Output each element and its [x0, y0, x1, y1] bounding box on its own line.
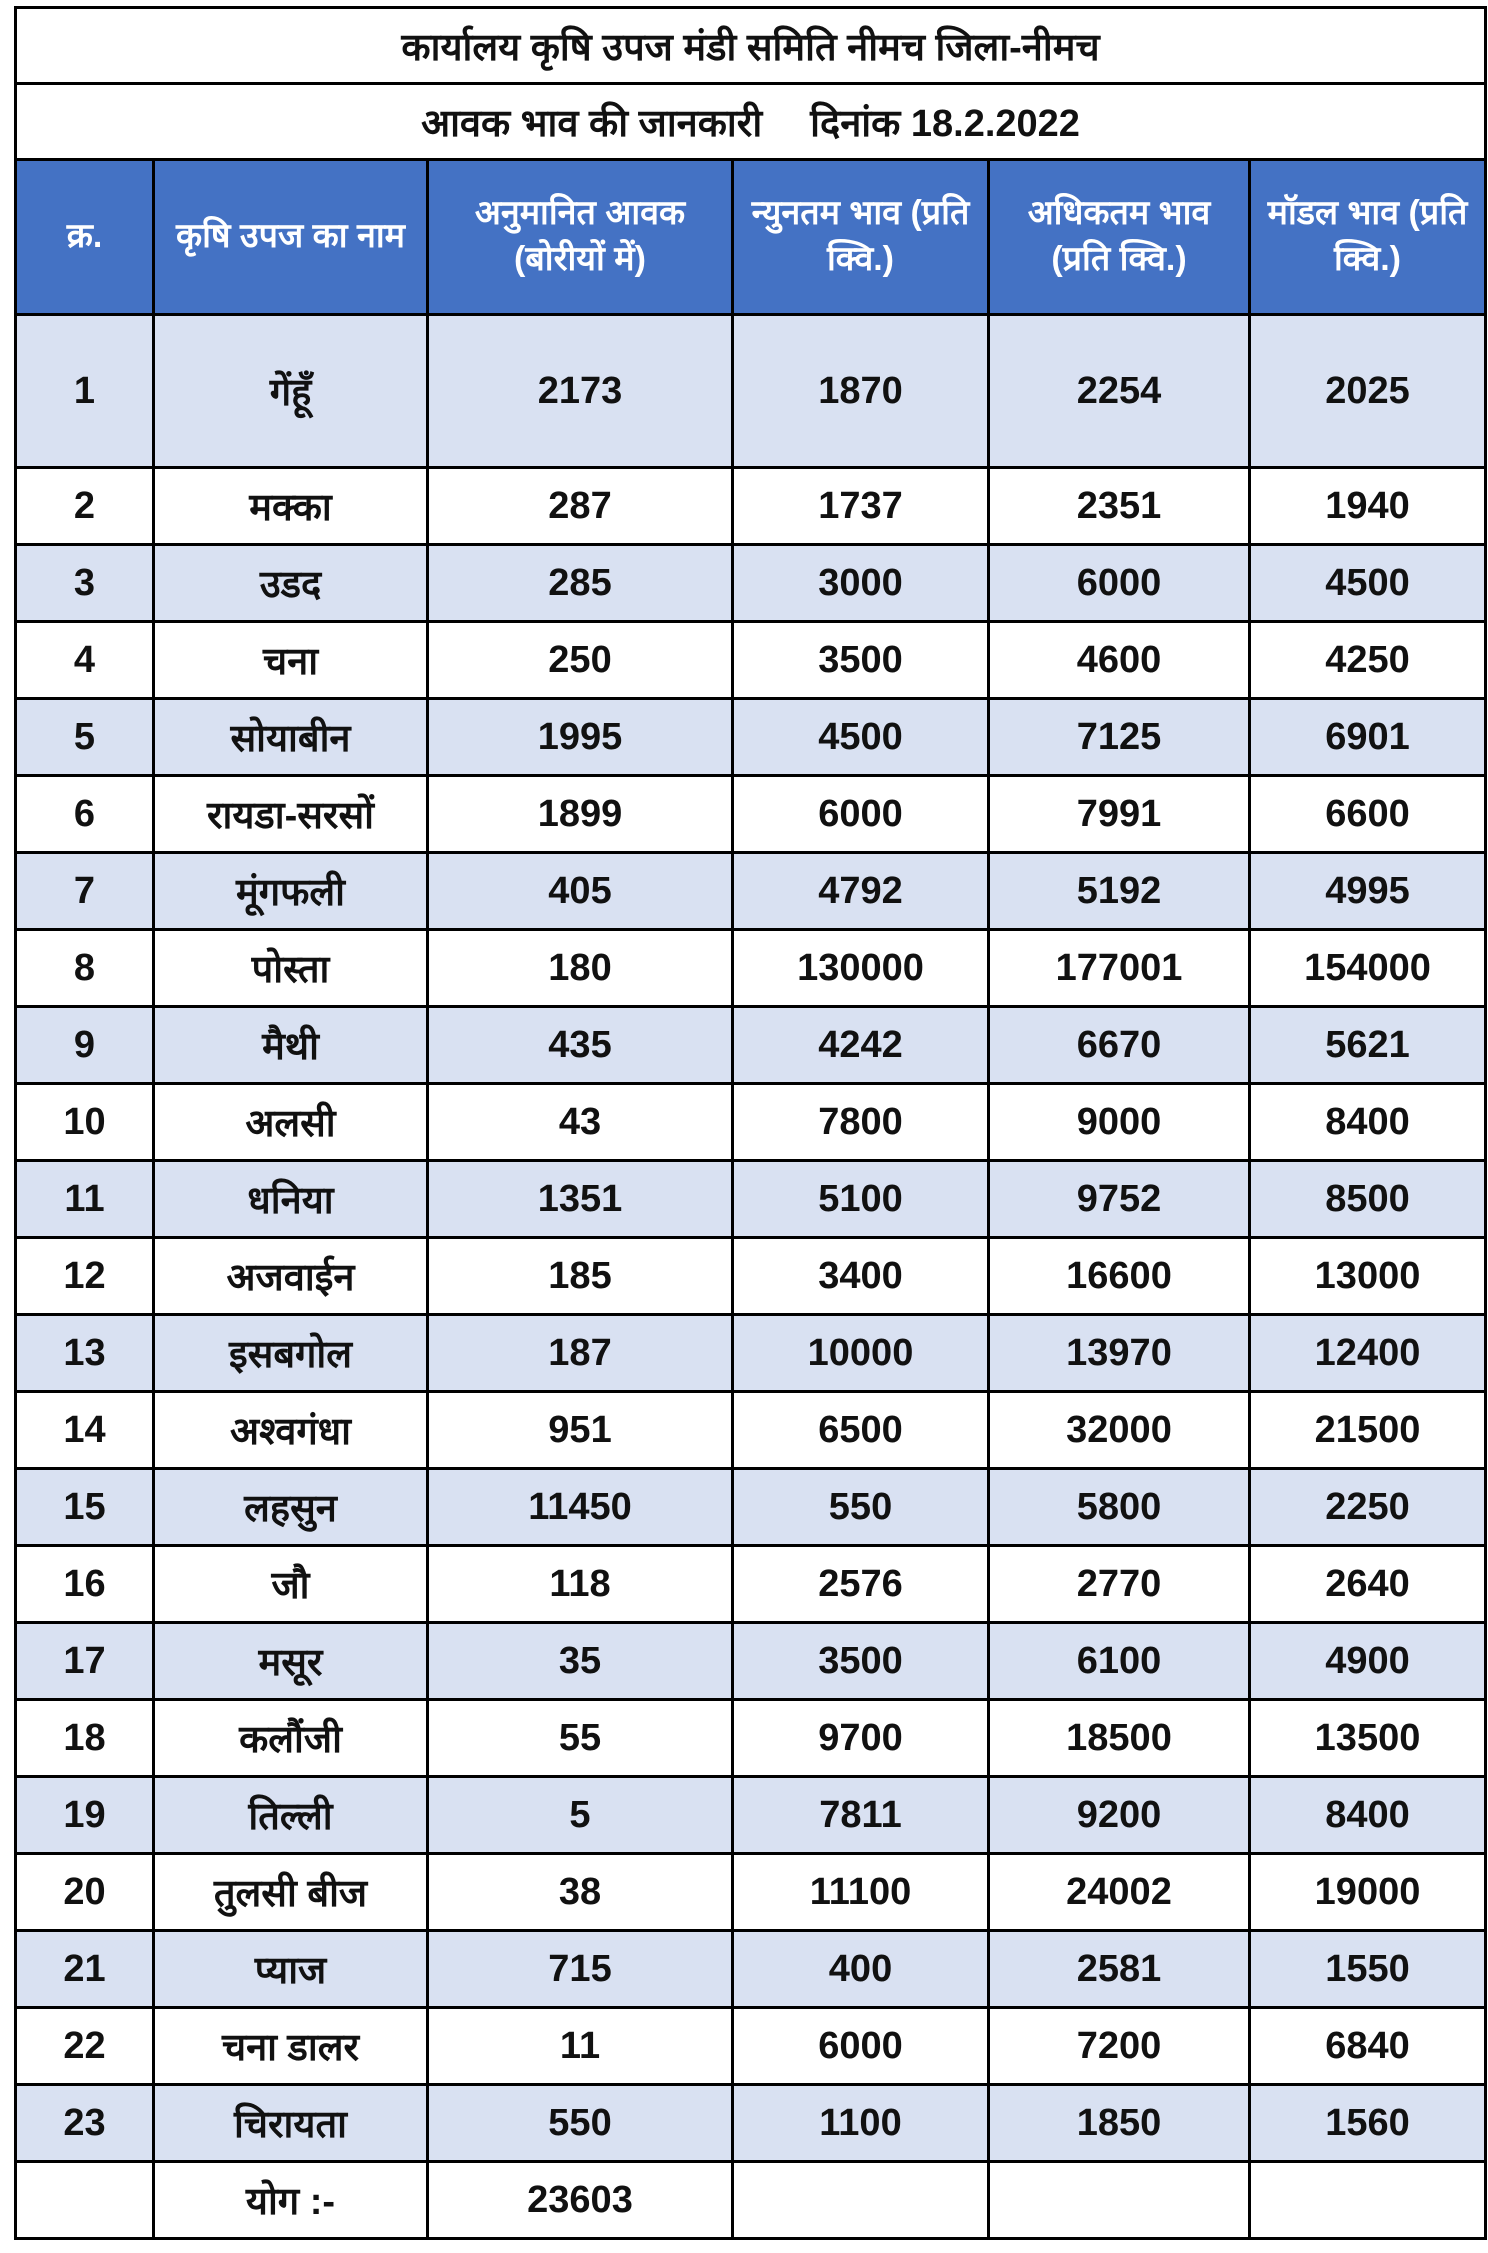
cell-max-price: 5800 [989, 1469, 1250, 1546]
cell-crop: मक्का [154, 468, 428, 545]
cell-crop: मूंगफली [154, 853, 428, 930]
total-modal-empty [1250, 2162, 1486, 2239]
cell-arrival: 2173 [428, 315, 733, 468]
cell-min-price: 6000 [733, 776, 989, 853]
table-row [16, 2008, 1486, 2085]
cell-serial: 5 [16, 699, 154, 776]
table-row [16, 1700, 1486, 1777]
cell-min-price: 7800 [733, 1084, 989, 1161]
cell-modal-price: 154000 [1250, 930, 1486, 1007]
cell-max-price: 13970 [989, 1315, 1250, 1392]
cell-max-price: 2581 [989, 1931, 1250, 2008]
cell-arrival: 180 [428, 930, 733, 1007]
price-table [14, 6, 1487, 2240]
cell-crop: चना डालर [154, 2008, 428, 2085]
cell-min-price: 11100 [733, 1854, 989, 1931]
cell-crop: उडद [154, 545, 428, 622]
cell-min-price: 7811 [733, 1777, 989, 1854]
cell-modal-price: 1560 [1250, 2085, 1486, 2162]
cell-max-price: 7991 [989, 776, 1250, 853]
cell-max-price: 5192 [989, 853, 1250, 930]
cell-crop: सोयाबीन [154, 699, 428, 776]
cell-max-price: 9000 [989, 1084, 1250, 1161]
cell-max-price: 2770 [989, 1546, 1250, 1623]
cell-min-price: 1870 [733, 315, 989, 468]
table-row [16, 2085, 1486, 2162]
cell-serial: 14 [16, 1392, 154, 1469]
cell-crop: गेंहूँ [154, 315, 428, 468]
table-row [16, 1854, 1486, 1931]
header-crop-name: कृषि उपज का नाम [154, 160, 428, 315]
cell-min-price: 10000 [733, 1315, 989, 1392]
cell-min-price: 9700 [733, 1700, 989, 1777]
table-row [16, 776, 1486, 853]
table-row [16, 930, 1486, 1007]
cell-arrival: 1899 [428, 776, 733, 853]
table-row [16, 1931, 1486, 2008]
cell-serial: 22 [16, 2008, 154, 2085]
table-row [16, 1469, 1486, 1546]
cell-modal-price: 2250 [1250, 1469, 1486, 1546]
table-row [16, 1084, 1486, 1161]
cell-max-price: 1850 [989, 2085, 1250, 2162]
table-row [16, 1623, 1486, 1700]
cell-modal-price: 4900 [1250, 1623, 1486, 1700]
table-row [16, 699, 1486, 776]
cell-arrival: 250 [428, 622, 733, 699]
total-arrival: 23603 [428, 2162, 733, 2239]
total-row [16, 2162, 1486, 2239]
cell-crop: जौ [154, 1546, 428, 1623]
cell-max-price: 32000 [989, 1392, 1250, 1469]
cell-modal-price: 21500 [1250, 1392, 1486, 1469]
cell-max-price: 9752 [989, 1161, 1250, 1238]
cell-modal-price: 6901 [1250, 699, 1486, 776]
cell-crop: कलौंजी [154, 1700, 428, 1777]
cell-modal-price: 2025 [1250, 315, 1486, 468]
total-serial-empty [16, 2162, 154, 2239]
cell-max-price: 6670 [989, 1007, 1250, 1084]
cell-modal-price: 19000 [1250, 1854, 1486, 1931]
cell-modal-price: 8500 [1250, 1161, 1486, 1238]
cell-serial: 1 [16, 315, 154, 468]
cell-min-price: 1100 [733, 2085, 989, 2162]
cell-crop: अश्वगंधा [154, 1392, 428, 1469]
cell-modal-price: 4500 [1250, 545, 1486, 622]
cell-min-price: 4792 [733, 853, 989, 930]
cell-serial: 13 [16, 1315, 154, 1392]
cell-modal-price: 8400 [1250, 1084, 1486, 1161]
cell-serial: 23 [16, 2085, 154, 2162]
table-row [16, 1315, 1486, 1392]
cell-min-price: 1737 [733, 468, 989, 545]
header-min-price: न्युनतम भाव (प्रति क्वि.) [733, 160, 989, 315]
cell-max-price: 9200 [989, 1777, 1250, 1854]
cell-modal-price: 1550 [1250, 1931, 1486, 2008]
table-row [16, 1777, 1486, 1854]
cell-max-price: 2254 [989, 315, 1250, 468]
cell-serial: 10 [16, 1084, 154, 1161]
cell-modal-price: 6840 [1250, 2008, 1486, 2085]
table-row [16, 1161, 1486, 1238]
cell-arrival: 43 [428, 1084, 733, 1161]
cell-min-price: 550 [733, 1469, 989, 1546]
cell-min-price: 400 [733, 1931, 989, 2008]
cell-serial: 18 [16, 1700, 154, 1777]
table-row [16, 622, 1486, 699]
cell-modal-price: 8400 [1250, 1777, 1486, 1854]
cell-serial: 7 [16, 853, 154, 930]
table-row [16, 1392, 1486, 1469]
cell-arrival: 55 [428, 1700, 733, 1777]
cell-arrival: 550 [428, 2085, 733, 2162]
header-serial: क्र. [16, 160, 154, 315]
cell-modal-price: 2640 [1250, 1546, 1486, 1623]
cell-serial: 21 [16, 1931, 154, 2008]
cell-arrival: 11 [428, 2008, 733, 2085]
table-row [16, 315, 1486, 468]
cell-max-price: 7200 [989, 2008, 1250, 2085]
cell-crop: मसूर [154, 1623, 428, 1700]
cell-crop: लहसुन [154, 1469, 428, 1546]
cell-serial: 20 [16, 1854, 154, 1931]
cell-min-price: 6000 [733, 2008, 989, 2085]
cell-crop: धनिया [154, 1161, 428, 1238]
table-header [16, 160, 1486, 315]
table-row [16, 1238, 1486, 1315]
cell-max-price: 24002 [989, 1854, 1250, 1931]
table-row [16, 545, 1486, 622]
total-max-empty [989, 2162, 1250, 2239]
cell-arrival: 5 [428, 1777, 733, 1854]
cell-crop: अजवाईन [154, 1238, 428, 1315]
table-row [16, 468, 1486, 545]
cell-serial: 8 [16, 930, 154, 1007]
table-row [16, 1546, 1486, 1623]
cell-arrival: 187 [428, 1315, 733, 1392]
cell-crop: चना [154, 622, 428, 699]
cell-crop: पोस्ता [154, 930, 428, 1007]
cell-modal-price: 5621 [1250, 1007, 1486, 1084]
total-min-empty [733, 2162, 989, 2239]
cell-serial: 3 [16, 545, 154, 622]
cell-min-price: 3400 [733, 1238, 989, 1315]
cell-min-price: 4242 [733, 1007, 989, 1084]
cell-serial: 2 [16, 468, 154, 545]
cell-modal-price: 13500 [1250, 1700, 1486, 1777]
report-date: दिनांक 18.2.2022 [810, 102, 1080, 145]
cell-crop: तुलसी बीज [154, 1854, 428, 1931]
cell-min-price: 2576 [733, 1546, 989, 1623]
cell-max-price: 177001 [989, 930, 1250, 1007]
cell-min-price: 3500 [733, 622, 989, 699]
cell-modal-price: 4995 [1250, 853, 1486, 930]
cell-crop: अलसी [154, 1084, 428, 1161]
cell-serial: 17 [16, 1623, 154, 1700]
cell-serial: 4 [16, 622, 154, 699]
report-subtitle [16, 84, 1486, 160]
cell-crop: रायडा-सरसों [154, 776, 428, 853]
cell-min-price: 130000 [733, 930, 989, 1007]
cell-arrival: 38 [428, 1854, 733, 1931]
cell-serial: 16 [16, 1546, 154, 1623]
cell-arrival: 118 [428, 1546, 733, 1623]
cell-serial: 19 [16, 1777, 154, 1854]
cell-max-price: 18500 [989, 1700, 1250, 1777]
cell-serial: 15 [16, 1469, 154, 1546]
cell-crop: मैथी [154, 1007, 428, 1084]
header-arrival: अनुमानित आवक (बोरीयों में) [428, 160, 733, 315]
cell-max-price: 7125 [989, 699, 1250, 776]
cell-modal-price: 12400 [1250, 1315, 1486, 1392]
cell-max-price: 2351 [989, 468, 1250, 545]
cell-arrival: 951 [428, 1392, 733, 1469]
cell-serial: 11 [16, 1161, 154, 1238]
cell-min-price: 3500 [733, 1623, 989, 1700]
cell-arrival: 285 [428, 545, 733, 622]
cell-crop: इसबगोल [154, 1315, 428, 1392]
mandi-price-sheet [14, 6, 1484, 2240]
table-row [16, 1007, 1486, 1084]
cell-arrival: 185 [428, 1238, 733, 1315]
cell-min-price: 3000 [733, 545, 989, 622]
table-row [16, 853, 1486, 930]
cell-arrival: 1351 [428, 1161, 733, 1238]
cell-max-price: 6000 [989, 545, 1250, 622]
cell-modal-price: 6600 [1250, 776, 1486, 853]
cell-serial: 6 [16, 776, 154, 853]
cell-arrival: 405 [428, 853, 733, 930]
cell-max-price: 6100 [989, 1623, 1250, 1700]
cell-arrival: 715 [428, 1931, 733, 2008]
cell-arrival: 287 [428, 468, 733, 545]
cell-min-price: 4500 [733, 699, 989, 776]
cell-crop: तिल्ली [154, 1777, 428, 1854]
cell-arrival: 435 [428, 1007, 733, 1084]
cell-crop: प्याज [154, 1931, 428, 2008]
page-title: कार्यालय कृषि उपज मंडी समिति नीमच जिला-नीमच [16, 8, 1486, 84]
cell-max-price: 4600 [989, 622, 1250, 699]
cell-modal-price: 4250 [1250, 622, 1486, 699]
cell-crop: चिरायता [154, 2085, 428, 2162]
total-label: योग :- [154, 2162, 428, 2239]
cell-arrival: 1995 [428, 699, 733, 776]
cell-serial: 9 [16, 1007, 154, 1084]
cell-min-price: 5100 [733, 1161, 989, 1238]
cell-modal-price: 1940 [1250, 468, 1486, 545]
cell-serial: 12 [16, 1238, 154, 1315]
cell-arrival: 11450 [428, 1469, 733, 1546]
cell-max-price: 16600 [989, 1238, 1250, 1315]
header-modal-price: मॉडल भाव (प्रति क्वि.) [1250, 160, 1486, 315]
header-max-price: अधिकतम भाव (प्रति क्वि.) [989, 160, 1250, 315]
cell-min-price: 6500 [733, 1392, 989, 1469]
cell-modal-price: 13000 [1250, 1238, 1486, 1315]
cell-arrival: 35 [428, 1623, 733, 1700]
report-label: आवक भाव की जानकारी [421, 102, 763, 145]
